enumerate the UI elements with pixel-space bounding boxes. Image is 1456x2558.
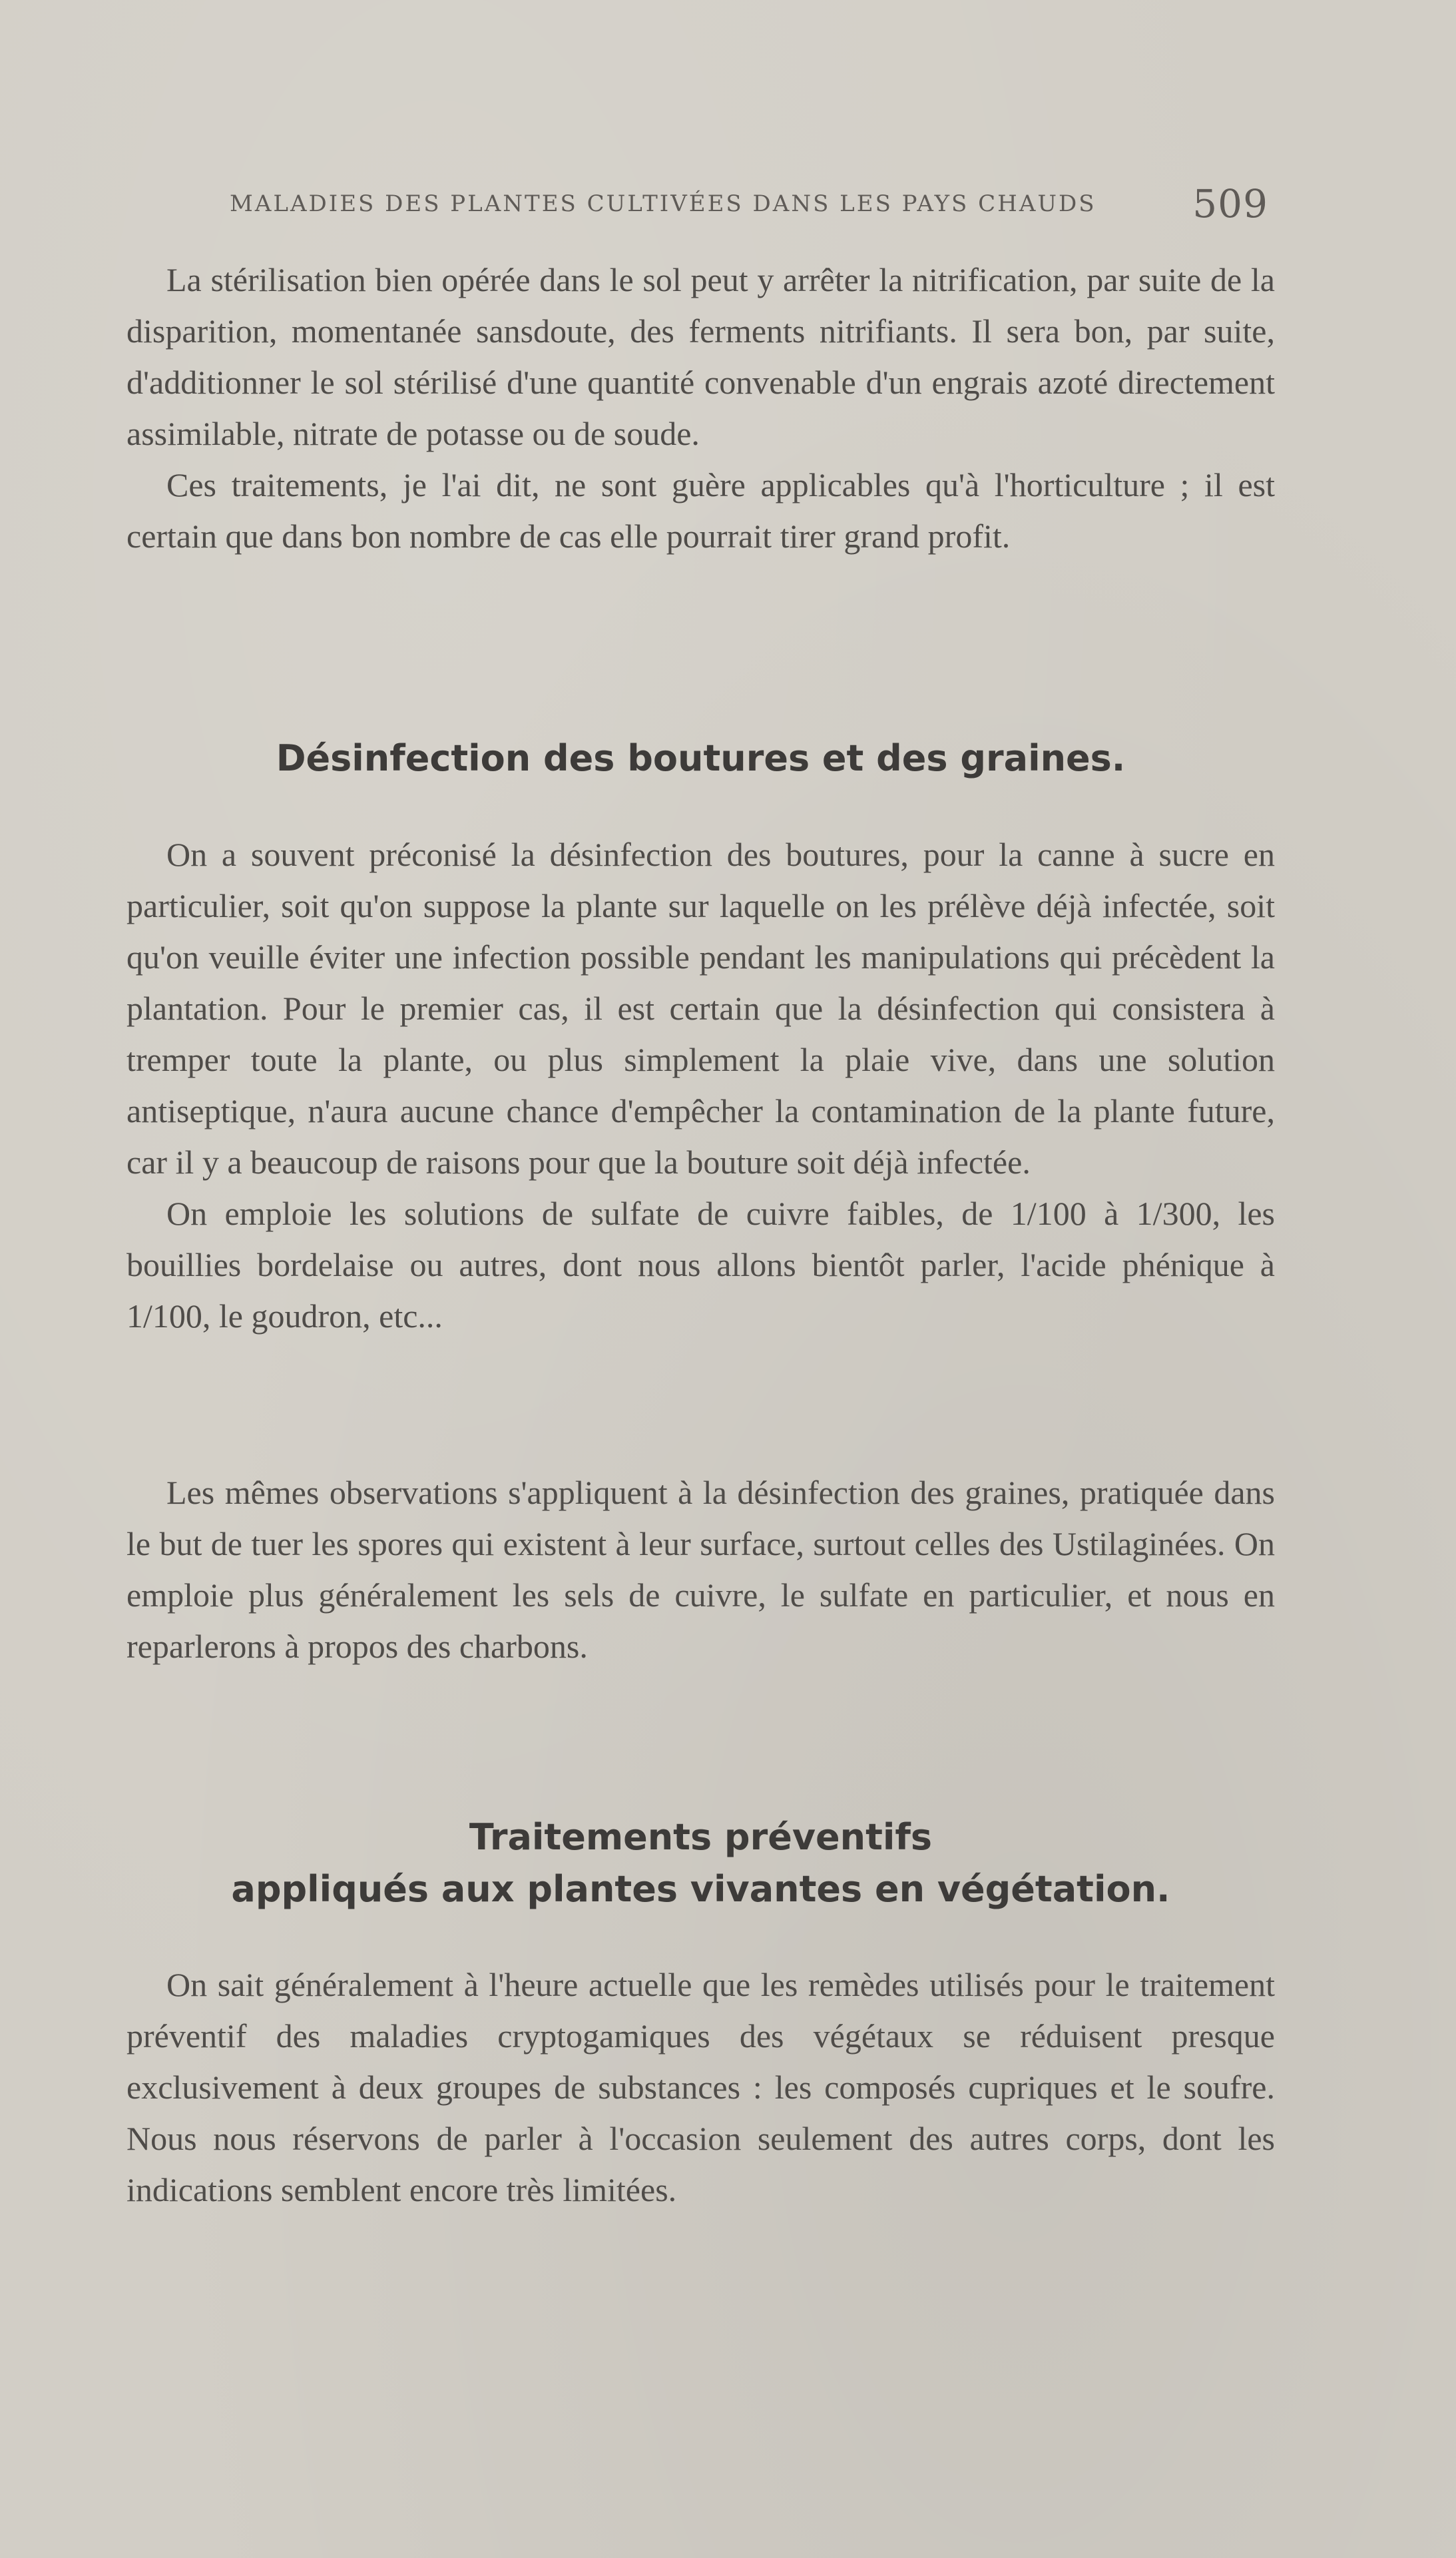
text-block-2 <box>126 829 1275 1342</box>
text-block-1 <box>126 254 1275 562</box>
running-head: MALADIES DES PLANTES CULTIVÉES DANS LES PAYS CHAUDS <box>230 190 1096 217</box>
page-number: 509 <box>1192 181 1268 226</box>
paragraph: On a souvent préconisé la désinfection des boutures, pour la canne à sucre en particulier, soit qu'on suppose la plante sur laquelle on les prélève déjà infectée, soit qu'on veuille éviter une infection possible pendant les manipulations qui précèdent la plantation. Pour le premier cas, il est certain que la désinfection qui consistera à tremper toute la plante, ou plus simplement la plaie vive, dans une solution antiseptique, n'aura aucune chance d'empêcher la contamination de la plante future, car il y a beaucoup de raisons pour que la bouture soit déjà infectée. <box>126 836 1275 1181</box>
paragraph: Ces traitements, je l'ai dit, ne sont guère applicables qu'à l'horticulture ; il est certain que dans bon nombre de cas elle pourrait tirer grand profit. <box>126 466 1275 555</box>
section-heading-preventive <box>126 1811 1275 1915</box>
section-heading-text: Désinfection des boutures et des graines. <box>276 737 1126 779</box>
paragraph: Les mêmes observations s'appliquent à la désinfection des graines, pratiquée dans le but de tuer les spores qui existent à leur surface, surtout celles des Ustilaginées. On emploie plus généralement les sels de cuivre, le sulfate en particulier, et nous en reparlerons à propos des charbons. <box>126 1474 1275 1665</box>
paragraph: La stérilisation bien opérée dans le sol peut y arrêter la nitrification, par suite de la disparition, momentanée sansdoute, des ferments nitrifiants. Il sera bon, par suite, d'additionner le sol stérilisé d'une quantité convenable d'un engrais azoté directement assimilable, nitrate de potasse ou de soude. <box>126 261 1275 452</box>
page-header <box>230 181 1268 228</box>
section-heading-line: appliqués aux plantes vivantes en végétation. <box>231 1868 1170 1910</box>
paragraph: On sait généralement à l'heure actuelle que les remèdes utilisés pour le traitement préventif des maladies cryptogamiques des végétaux se réduisent presque exclusivement à deux groupes de substances : les composés cupriques et le soufre. Nous nous réservons de parler à l'occasion seulement des autres corps, dont les indications semblent encore très limitées. <box>126 1966 1275 2208</box>
paragraph: On emploie les solutions de sulfate de cuivre faibles, de 1/100 à 1/300, les bouillies bordelaise ou autres, dont nous allons bientôt parler, l'acide phénique à 1/100, le goudron, etc... <box>126 1195 1275 1335</box>
text-block-3 <box>126 1467 1275 1672</box>
text-block-4 <box>126 1959 1275 2216</box>
section-heading-line: Traitements préventifs <box>469 1816 933 1858</box>
section-heading-disinfection <box>126 733 1275 785</box>
